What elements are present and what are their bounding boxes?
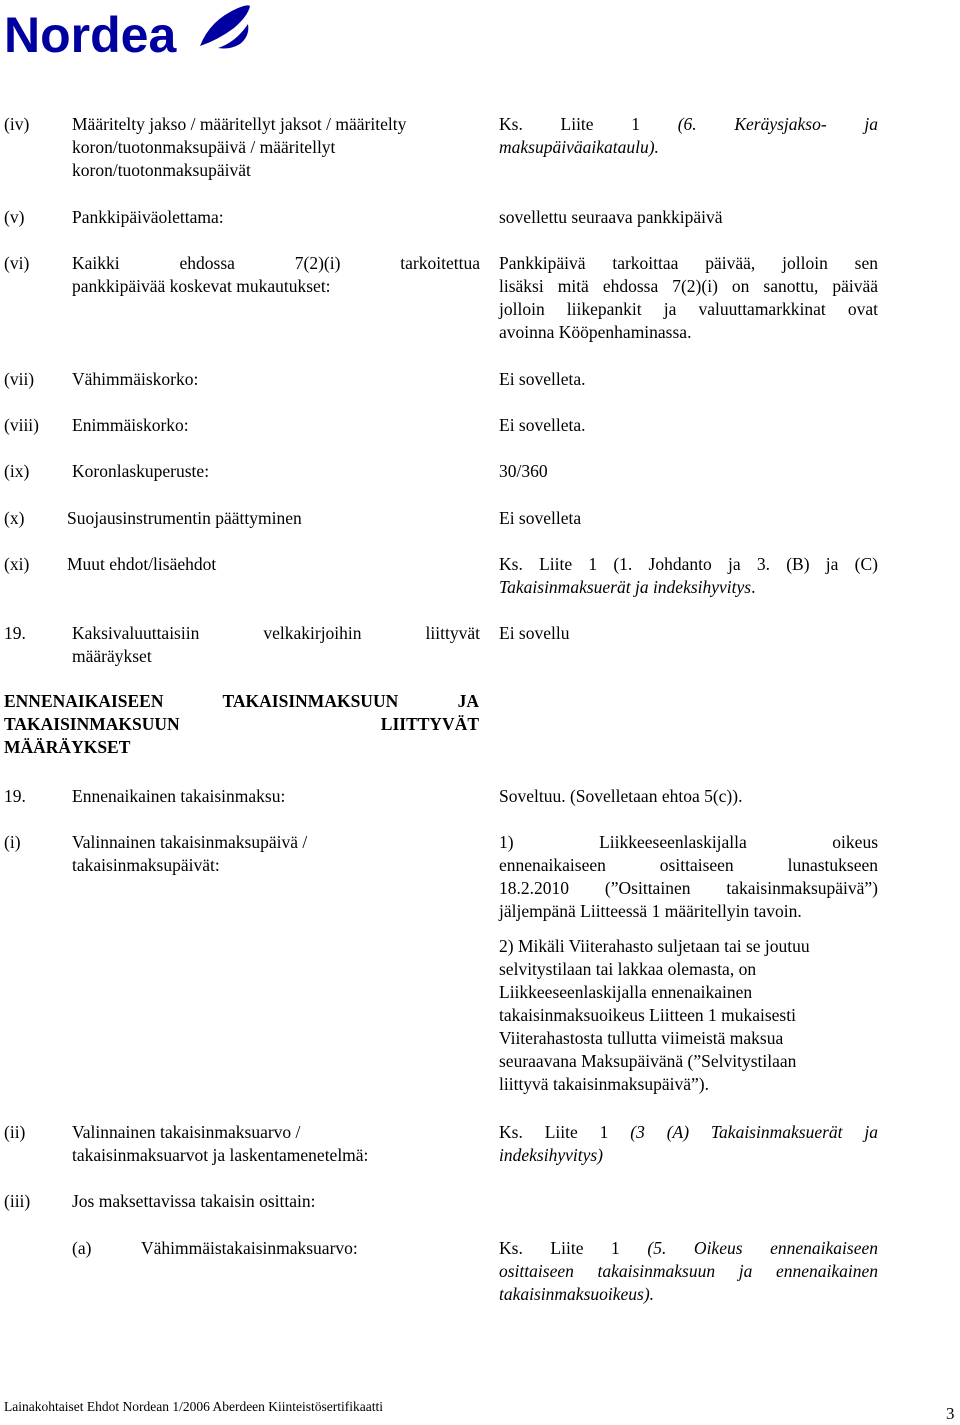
row-label: Määritelty jakso / määritellyt jaksot / määritelty koron/tuotonmaksupäivä / määritellyt koron/tuotonmaksupäivät — [72, 114, 407, 180]
row-value-2: 2) Mikäli Viiterahasto suljetaan tai se joutuu selvitystilaan tai lakkaa olemasta, on Liikkeeseenlaskijalla ennenaikainen takaisinmaksuoikeus Liitteen 1 mukaisesti Viiterahastosta tullutta viimeistä maksua seuraavana Maksupäivänä (”Selvitystilaan liittyvä takaisinmaksupäivä”). — [499, 936, 810, 1094]
row-number: (ix) — [4, 461, 30, 481]
row-label: Pankkipäiväolettama: — [72, 207, 224, 227]
row-value: 30/360 — [499, 461, 548, 481]
row-value: Pankkipäivä tarkoittaa päivää, jolloin sen lisäksi mitä ehdossa 7(2)(i) on sanottu, päivää jolloin liikepankit ja valuuttamarkkinat ovat avoinna Kööpenhaminassa. — [499, 253, 878, 342]
row-value: Ks. Liite 1 (6. Keräysjakso- ja maksupäiväaikataulu). — [499, 114, 878, 157]
row-label: Koronlaskuperuste: — [72, 461, 210, 481]
row-value: Ei sovellu — [499, 623, 570, 643]
row-label: Kaikki ehdossa 7(2)(i) tarkoitettua pankkipäivää koskevat mukautukset: — [72, 253, 480, 296]
row-number: (iv) — [4, 114, 30, 134]
row-number: 19. — [4, 623, 26, 643]
row-number: (xi) — [4, 554, 30, 574]
row-label: Enimmäiskorko: — [72, 415, 189, 435]
row-value: Ks. Liite 1 (5. Oikeus ennenaikaiseen osittaiseen takaisinmaksuun ja ennenaikainen takaisinmaksuoikeus). — [499, 1238, 878, 1304]
section-heading: ENNENAIKAISEEN TAKAISINMAKSUUN JA TAKAISINMAKSUUN LIITTYVÄT MÄÄRÄYKSET — [4, 691, 479, 757]
row-number: (v) — [4, 207, 25, 227]
row-number: (vi) — [4, 253, 30, 273]
row-number: (a) — [72, 1238, 92, 1258]
row-label: Muut ehdot/lisäehdot — [67, 554, 217, 574]
row-value: Ei sovelleta. — [499, 369, 586, 389]
row-value: Ei sovelleta. — [499, 415, 586, 435]
row-number: (ii) — [4, 1122, 26, 1142]
nordea-logo — [4, 2, 254, 58]
footer-title: Lainakohtaiset Ehdot Nordean 1/2006 Aberdeen Kiinteistösertifikaatti — [4, 1399, 384, 1414]
row-value: Ei sovelleta — [499, 508, 582, 528]
row-label: Jos maksettavissa takaisin osittain: — [72, 1191, 316, 1211]
row-label: Valinnainen takaisinmaksuarvo / takaisinmaksuarvot ja laskentamenetelmä: — [72, 1122, 369, 1165]
row-value-1: 1) Liikkeeseenlaskijalla oikeus ennenaikaiseen osittaiseen lunastukseen 18.2.2010 (”Osittainen takaisinmaksupäivä”) jäljempänä Liitteessä 1 määritellyin tavoin. — [499, 832, 878, 921]
logo-wordmark: Nordea — [4, 7, 177, 58]
row-label: Ennenaikainen takaisinmaksu: — [72, 786, 286, 806]
row-label: Valinnainen takaisinmaksupäivä / takaisinmaksupäivät: — [72, 832, 308, 875]
row-number: (i) — [4, 832, 21, 852]
row-number: (x) — [4, 508, 25, 528]
row-value: Ks. Liite 1 (1. Johdanto ja 3. (B) ja (C) Takaisinmaksuerät ja indeksihyvitys. — [499, 554, 878, 597]
row-label: Vähimmäistakaisinmaksuarvo: — [141, 1238, 358, 1258]
row-label: Kaksivaluuttaisiin velkakirjoihin liittyvät määräykset — [72, 623, 480, 666]
row-number: (iii) — [4, 1191, 31, 1211]
row-label: Vähimmäiskorko: — [72, 369, 199, 389]
row-value: Soveltuu. (Sovelletaan ehtoa 5(c)). — [499, 786, 743, 806]
row-value: sovellettu seuraava pankkipäivä — [499, 207, 723, 227]
row-value: Ks. Liite 1 (3 (A) Takaisinmaksuerät ja indeksihyvitys) — [499, 1122, 878, 1165]
row-label: Suojausinstrumentin päättyminen — [67, 508, 302, 528]
row-number: (vii) — [4, 369, 35, 389]
row-number: (viii) — [4, 415, 39, 435]
page-number: 3 — [946, 1404, 955, 1423]
row-number: 19. — [4, 786, 26, 806]
